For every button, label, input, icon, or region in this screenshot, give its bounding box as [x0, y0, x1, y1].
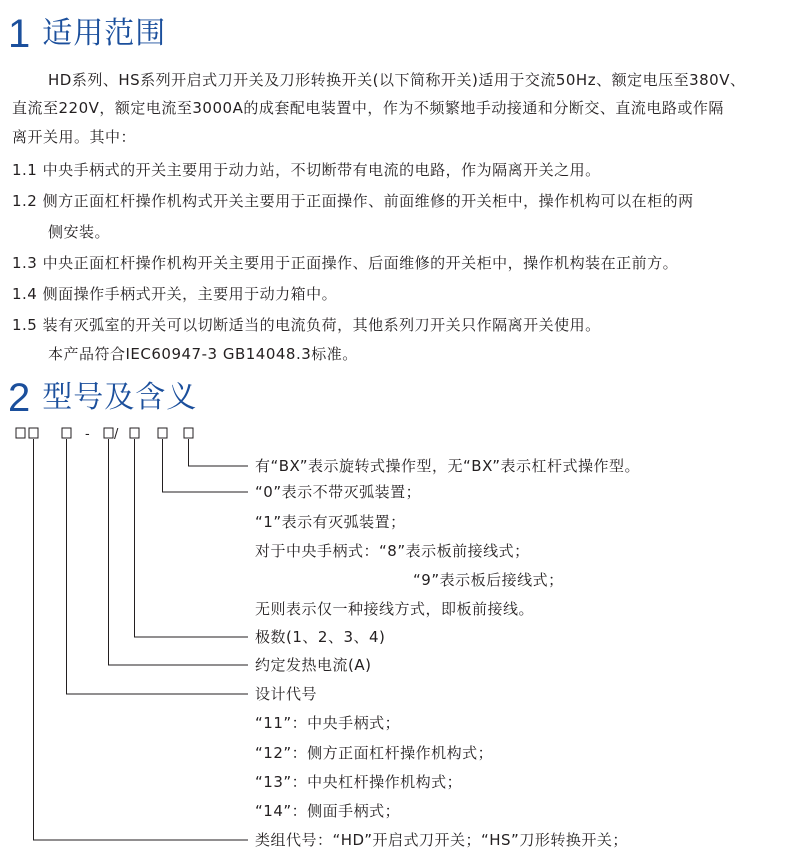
section-title: 适用范围	[42, 16, 167, 51]
code-box-current	[104, 428, 113, 438]
item-1-3: 1.3 中央正面杠杆操作机构开关主要用于正面操作、后面维修的开关柜中，操作机构装在正前方。	[12, 254, 679, 272]
leader-line-operation	[189, 439, 249, 466]
code-dash: -	[85, 427, 90, 442]
desc-design-code: 设计代号	[255, 685, 318, 703]
item-1-1: 1.1 中央手柄式的开关主要用于动力站，不切断带有电流的电路，作为隔离开关之用。	[12, 161, 601, 179]
code-box-class	[16, 428, 25, 438]
section-number: 2	[8, 376, 31, 420]
intro-paragraph-line: 直流至220V，额定电流至3000A的成套配电装置中，作为不频繁地手动接通和分断交、直流电路或作隔	[12, 99, 724, 117]
code-slash: /	[114, 427, 119, 442]
desc-poles: 极数(1、2、3、4)	[255, 628, 386, 646]
item-1-5: 1.5 装有灭弧室的开关可以切断适当的电流负荷，其他系列刀开关只作隔离开关使用。	[12, 316, 601, 334]
desc-design-13: “13”：中央杠杆操作机构式；	[255, 773, 463, 791]
desc-wiring-default: 无则表示仅一种接线方式，即板前接线。	[255, 600, 535, 618]
standard-statement: 本产品符合IEC60947-3 GB14048.3标准。	[48, 345, 358, 363]
desc-wiring-front: 对于中央手柄式：“8”表示板前接线式；	[255, 542, 530, 560]
item-1-2-continued: 侧安装。	[48, 223, 111, 241]
leader-line-design	[67, 439, 249, 694]
intro-paragraph-line: 离开关用。其中：	[12, 128, 137, 146]
section-2-heading	[8, 376, 197, 420]
desc-design-11: “11”：中央手柄式；	[255, 714, 401, 732]
item-1-2: 1.2 侧方正面杠杆操作机构式开关主要用于正面操作、前面维修的开关柜中，操作机构可以在柜的两	[12, 192, 694, 210]
desc-arc-none: “0”表示不带灭弧装置；	[255, 483, 422, 501]
desc-wiring-back: “9”表示板后接线式；	[413, 571, 564, 589]
desc-design-14: “14”：侧面手柄式；	[255, 802, 401, 820]
desc-current: 约定发热电流(A)	[255, 656, 372, 674]
code-box-poles	[130, 428, 139, 438]
section-title: 型号及含义	[42, 380, 198, 415]
leader-line-poles	[135, 439, 249, 637]
desc-design-12: “12”：侧方正面杠杆操作机构式；	[255, 744, 494, 762]
code-box-operation	[184, 428, 193, 438]
desc-operation-type: 有“BX”表示旋转式操作型，无“BX”表示杠杆式操作型。	[255, 457, 641, 475]
desc-arc-with: “1”表示有灭弧装置；	[255, 513, 406, 531]
section-1-heading	[8, 12, 166, 56]
section-number: 1	[8, 12, 31, 56]
intro-paragraph-line: HD系列、HS系列开启式刀开关及刀形转换开关(以下简称开关)适用于交流50Hz、额定电压至380V、	[48, 71, 746, 89]
code-box-class	[29, 428, 38, 438]
leader-line-current	[109, 439, 249, 665]
desc-class-code: 类组代号：“HD”开启式刀开关；“HS”刀形转换开关；	[255, 831, 628, 849]
code-box-design	[62, 428, 71, 438]
leader-line-class	[34, 439, 249, 840]
item-1-4: 1.4 侧面操作手柄式开关，主要用于动力箱中。	[12, 285, 338, 303]
code-box-arc	[158, 428, 167, 438]
